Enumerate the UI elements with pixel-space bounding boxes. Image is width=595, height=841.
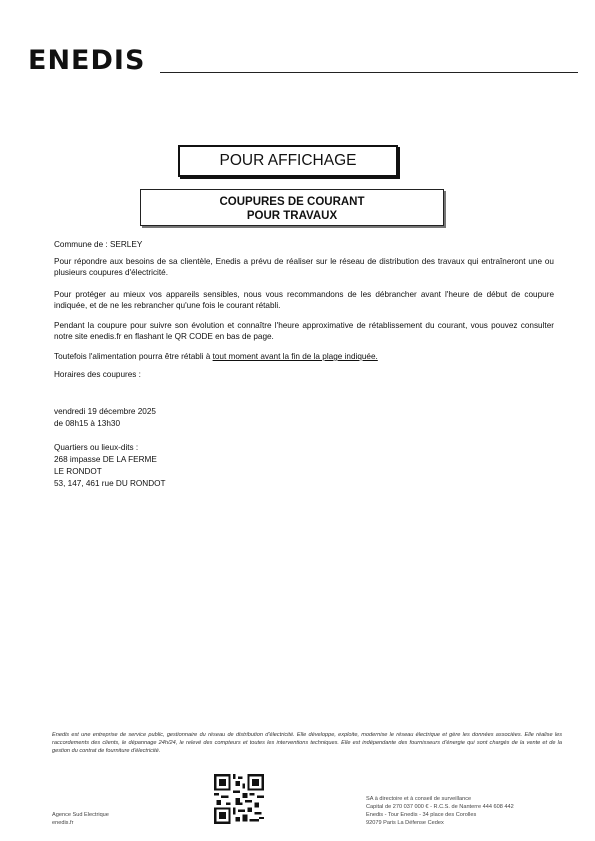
header-rule [160,72,578,73]
outage-date: vendredi 19 décembre 2025 [54,407,156,416]
hours-heading: Horaires des coupures : [54,370,141,379]
outage-time: de 08h15 à 13h30 [54,419,121,428]
signature-line1: Agence Sud Electrique [52,812,109,818]
place-item: 268 impasse DE LA FERME [54,455,157,464]
signature-line2: enedis.fr [52,820,74,826]
enedis-logo: ENEDIS [28,45,146,76]
place-item: 53, 147, 461 rue DU RONDOT [54,479,166,488]
address-line: 92079 Paris La Défense Cedex [366,820,444,826]
legal-notice: Enedis est une entreprise de service public, gestionnaire du réseau de distribution d'électricité. Elle développe, exploite, modernise le réseau électrique et gère les données associées. Elle réalise les raccordements des clients, le dépannage 24h/24, le relevé des compteurs et toutes les interventions techniques. Elle est indépendante des fournisseurs d'énergie qui sont chargés de la vente et de la gestion du contrat de fourniture d'électricité. [52,732,562,754]
paragraph-advice: Pour protéger au mieux vos appareils sensibles, nous vous recommandons de les débrancher avant l'heure de début de coupure indiquée, et de ne les rebrancher qu'une fois le courant rétabli. [54,290,554,310]
notice-subtitle-box [140,189,444,226]
signature [52,811,109,827]
paragraph-intro: Pour répondre aux besoins de sa clientèle, Enedis a prévu de réaliser sur le réseau de distribution des travaux qui entraîneront une ou plusieurs coupures d'électricité. [54,257,554,277]
notice-subtitle-line2: POUR TRAVAUX [246,210,338,222]
paragraph-restoration [54,352,554,363]
notice-subtitle-line1: COUPURES DE COURANT [219,196,365,208]
restoration-underlined: tout moment avant la fin de la plage indiquée. [212,352,378,361]
company-address [366,795,514,827]
commune: Commune de : SERLEY [54,240,143,249]
notice-title-box [178,145,398,177]
address-line: Capital de 270 037 000 € - R.C.S. de Nanterre 444 608 442 [366,804,514,810]
address-line: SA à directoire et à conseil de surveillance [366,796,472,802]
paragraph-qr-info: Pendant la coupure pour suivre son évolution et connaître l'heure approximative de rétablissement du courant, vous pouvez consulter notre site enedis.fr en flashant le QR CODE en bas de page. [54,321,554,341]
place-item: LE RONDOT [54,467,102,476]
address-line: Enedis - Tour Enedis - 34 place des Corolles [366,812,477,818]
qr-code[interactable] [214,774,264,824]
restoration-text: Toutefois l'alimentation pourra être rétabli à [54,352,213,361]
places-heading: Quartiers ou lieux-dits : [54,443,139,452]
notice-title: POUR AFFICHAGE [219,152,357,169]
